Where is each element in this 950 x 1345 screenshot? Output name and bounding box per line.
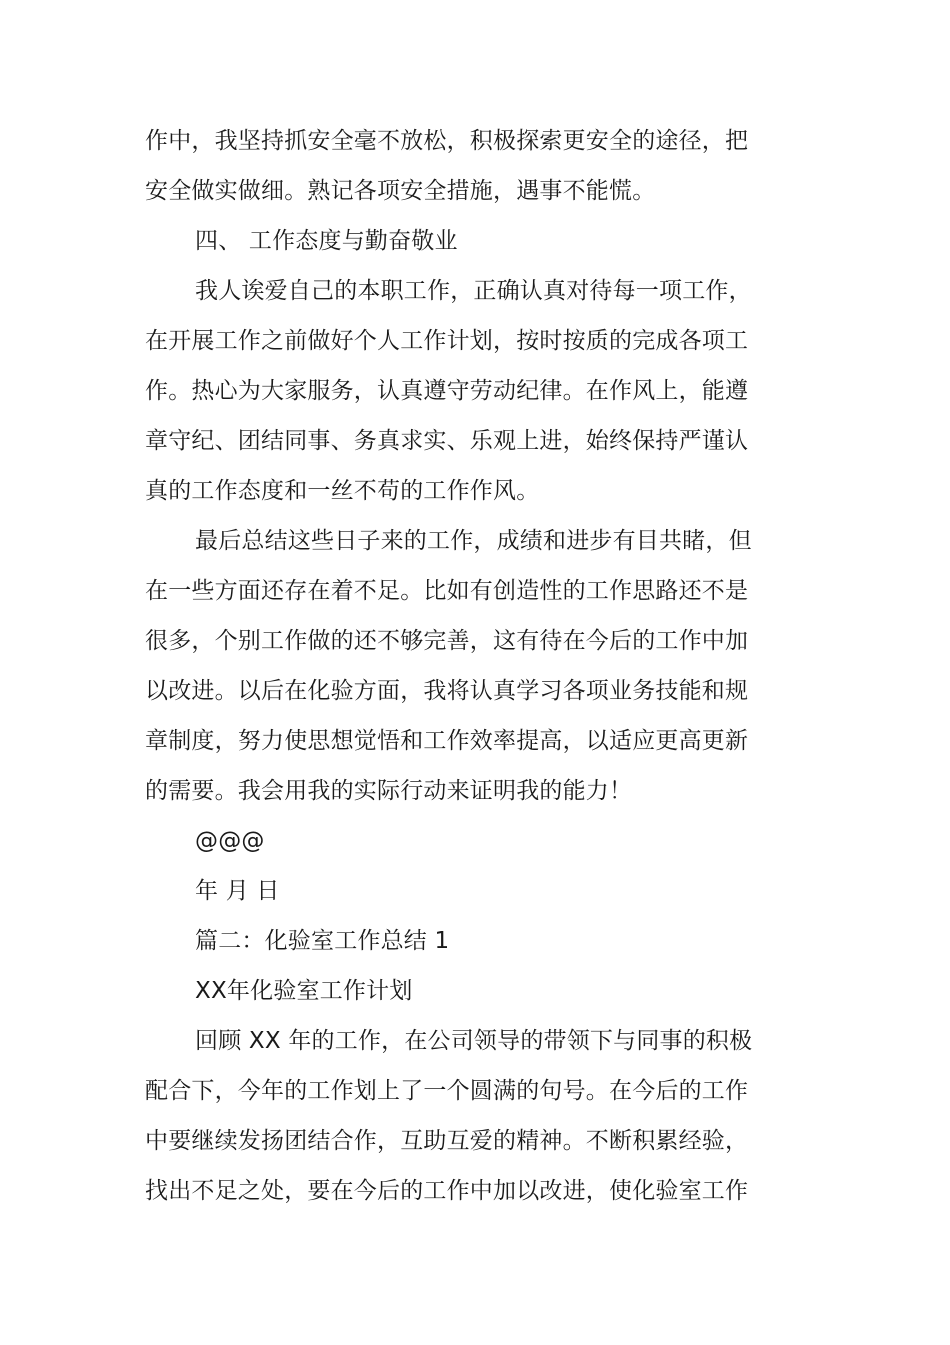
paragraph-line: 配合下，今年的工作划上了一个圆满的句号。在今后的工作 [145, 1078, 749, 1104]
date-line: 年 月 日 [195, 878, 280, 904]
paragraph-line: 中要继续发扬团结合作，互助互爱的精神。不断积累经验， [145, 1128, 749, 1154]
paragraph-line: 章守纪、团结同事、务真求实、乐观上进，始终保持严谨认 [145, 428, 749, 454]
paragraph-line: 在一些方面还存在着不足。比如有创造性的工作思路还不是 [145, 578, 749, 604]
paragraph-line: 回顾 XX 年的工作，在公司领导的带领下与同事的积极 [195, 1028, 753, 1054]
paragraph-line: 作。热心为大家服务，认真遵守劳动纪律。在作风上，能遵 [145, 378, 749, 404]
signature-line: @@@ [195, 828, 265, 854]
paragraph-line: 以改进。以后在化验方面，我将认真学习各项业务技能和规 [145, 678, 749, 704]
article-title: XX年化验室工作计划 [195, 978, 413, 1004]
paragraph-line: 我人诶爱自己的本职工作，正确认真对待每一项工作， [195, 278, 752, 304]
paragraph-line: 的需要。我会用我的实际行动来证明我的能力！ [145, 778, 633, 804]
paragraph-line: 最后总结这些日子来的工作，成绩和进步有目共睹，但 [195, 528, 752, 554]
paragraph-line: 真的工作态度和一丝不苟的工作作风。 [145, 478, 540, 504]
paragraph-line: 找出不足之处，要在今后的工作中加以改进，使化验室工作 [145, 1178, 749, 1204]
paragraph-line: 章制度，努力使思想觉悟和工作效率提高，以适应更高更新 [145, 728, 749, 754]
paragraph-line: 安全做实做细。熟记各项安全措施，遇事不能慌。 [145, 178, 656, 204]
paragraph-line: 在开展工作之前做好个人工作计划，按时按质的完成各项工 [145, 328, 749, 354]
paragraph-line: 作中，我坚持抓安全毫不放松，积极探索更安全的途径，把 [145, 128, 749, 154]
article-heading: 篇二：化验室工作总结 1 [195, 928, 450, 954]
section-heading: 四、 工作态度与勤奋敬业 [195, 228, 458, 254]
paragraph-line: 很多，个别工作做的还不够完善，这有待在今后的工作中加 [145, 628, 749, 654]
